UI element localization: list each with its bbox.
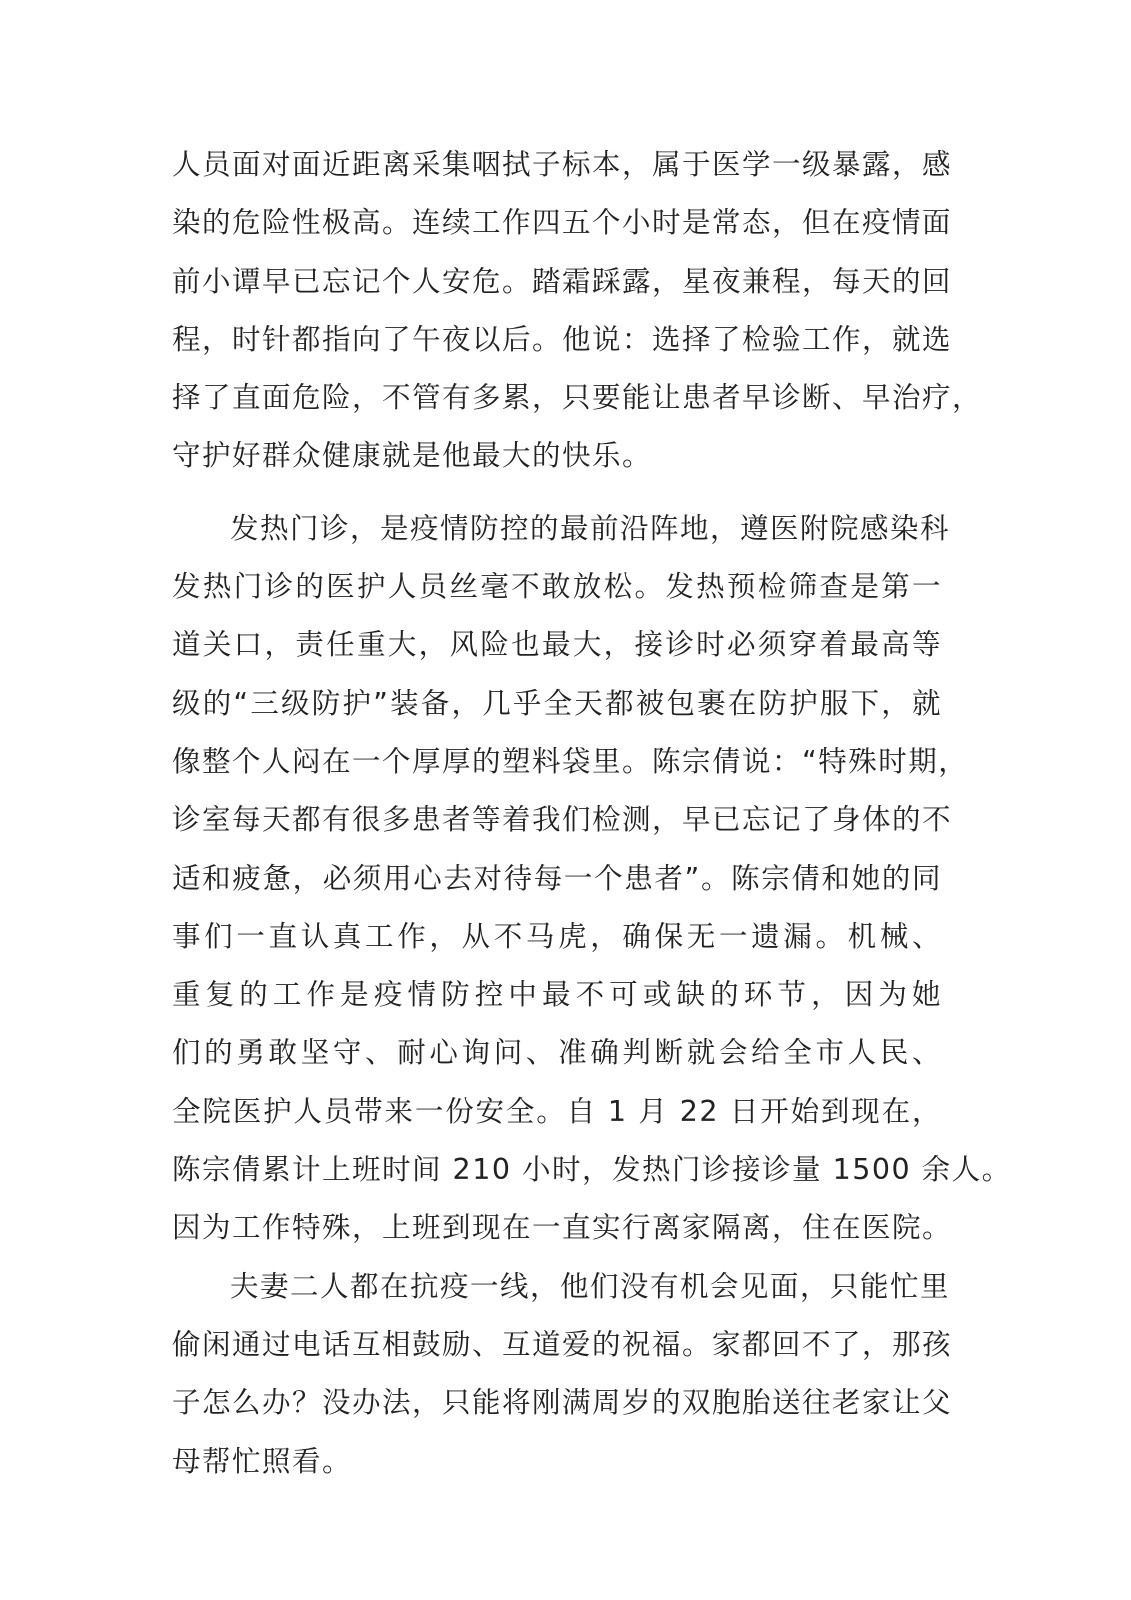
paragraph-line: 道关口，责任重大，风险也最大，接诊时必须穿着最高等: [172, 628, 942, 662]
paragraph-line: 诊室每天都有很多患者等着我们检测，早已忘记了身体的不: [172, 803, 953, 837]
paragraph-line: 染的危险性极高。连续工作四五个小时是常态，但在疫情面: [172, 206, 953, 240]
paragraph-2: [172, 500, 1012, 1258]
paragraph-line: 前小谭早已忘记个人安危。踏霜踩露，星夜兼程，每天的回: [172, 264, 953, 298]
paragraph-line: 像整个人闷在一个厚厚的塑料袋里。陈宗倩说：“特殊时期，: [172, 744, 969, 778]
paragraph-line: 人员面对面近距离采集咽拭子标本，属于医学一级暴露，感: [172, 148, 953, 181]
paragraph-gap: [172, 486, 942, 500]
paragraph-line: 重复的工作是疫情防控中最不可或缺的环节，因为她: [172, 978, 942, 1012]
paragraph-line: 程，时针都指向了午夜以后。他说：选择了检验工作，就选: [172, 322, 953, 356]
paragraph-line-first: [172, 500, 951, 558]
paragraph-line: 因为工作特殊，上班到现在一直实行离家隔离，住在医院。: [172, 1211, 953, 1245]
paragraph-line-text: 发热门诊，是疫情防控的最前沿阵地，遵医附院感染科: [230, 511, 951, 545]
paragraph-line: 全院医护人员带来一份安全。自 1 月 22 日开始到现在，: [172, 1094, 942, 1128]
paragraph-line: 事们一直认真工作，从不马虎，确保无一遗漏。机械、: [172, 919, 942, 953]
paragraph-line: 们的勇敢坚守、耐心询问、准确判断就会给全市人民、: [172, 1036, 942, 1070]
paragraph-line: 陈宗倩累计上班时间 210 小时，发热门诊接诊量 1500 余人。: [172, 1153, 1012, 1187]
paragraph-line-first: [172, 1258, 951, 1316]
paragraph-line: 适和疲惫，必须用心去对待每一个患者”。陈宗倩和她的同: [172, 861, 942, 895]
paragraph-line: 母帮忙照看。: [172, 1444, 353, 1478]
paragraph-line: 择了直面危险，不管有多累，只要能让患者早诊断、早治疗，: [172, 381, 983, 415]
paragraph-line: 子怎么办？没办法，只能将刚满周岁的双胞胎送往老家让父: [172, 1386, 953, 1420]
paragraph-line: 守护好群众健康就是他最大的快乐。: [172, 439, 653, 473]
document-body: [172, 136, 1012, 1491]
paragraph-line: 级的“三级防护”装备，几乎全天都被包裹在防护服下，就: [172, 686, 942, 720]
paragraph-line: 发热门诊的医护人员丝毫不敢放松。发热预检筛查是第一: [172, 570, 942, 604]
paragraph-line-text: 夫妻二人都在抗疫一线，他们没有机会见面，只能忙里: [230, 1269, 951, 1303]
paragraph-line: 偷闲通过电话互相鼓励、互道爱的祝福。家都回不了，那孩: [172, 1327, 953, 1361]
paragraph-3: [172, 1258, 953, 1491]
paragraph-1: [172, 136, 983, 486]
